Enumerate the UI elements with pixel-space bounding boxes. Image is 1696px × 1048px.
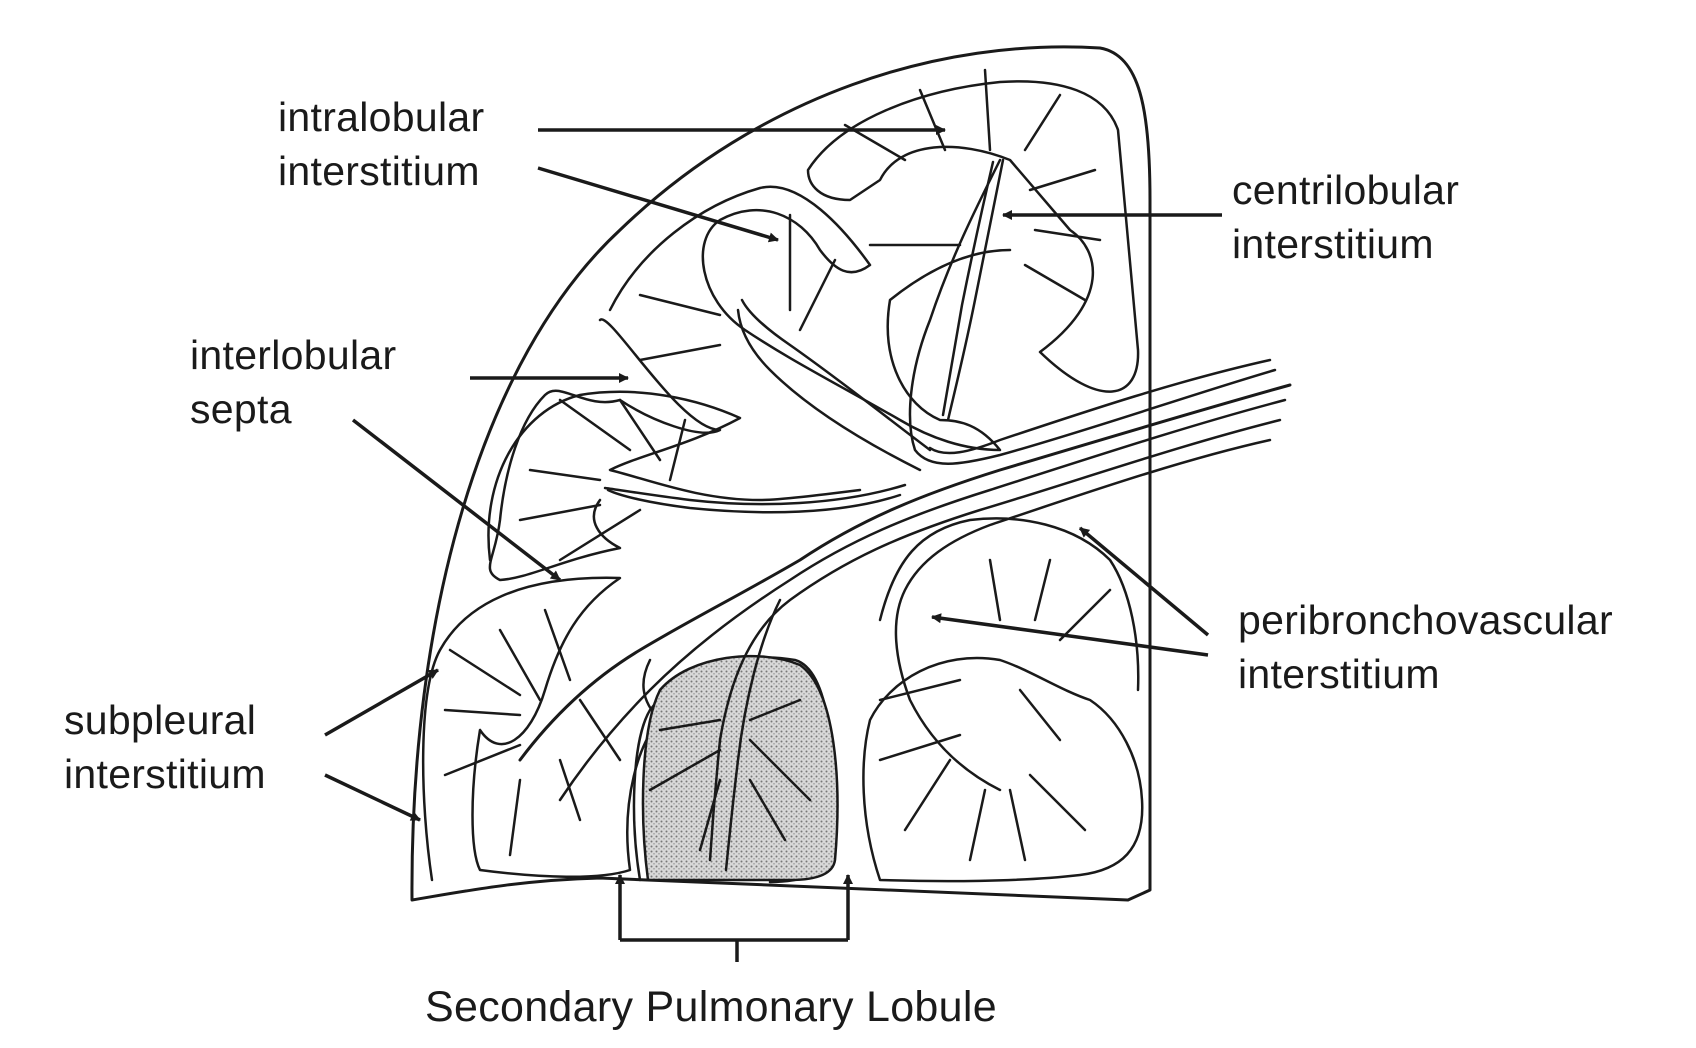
label-intralobular-line2: interstitium — [278, 148, 480, 194]
lobule-lower-right — [863, 658, 1142, 881]
label-centrilobular-line1: centrilobular — [1232, 167, 1460, 213]
label-subpleural-line2: interstitium — [64, 751, 266, 797]
label-intralobular — [278, 90, 484, 198]
lobule-top-right — [808, 81, 1138, 391]
label-peribronchovascular-line1: peribronchovascular — [1238, 597, 1613, 643]
label-subpleural-line1: subpleural — [64, 697, 257, 743]
intralobular-arrow-2 — [538, 168, 778, 240]
label-interlobular-line2: septa — [190, 386, 292, 432]
subpleural-arrow-2 — [325, 775, 420, 820]
label-subpleural — [64, 693, 266, 801]
peribronchovascular-arrow-2 — [932, 617, 1208, 655]
lobule-lower-left — [423, 578, 660, 880]
label-centrilobular-line2: interstitium — [1232, 221, 1434, 267]
interlobular-arrow-2 — [353, 420, 560, 580]
highlighted-lobule — [643, 656, 837, 880]
label-peribronchovascular-line2: interstitium — [1238, 651, 1440, 697]
label-centrilobular — [1232, 163, 1459, 271]
label-intralobular-line1: intralobular — [278, 94, 485, 140]
lobule-mid-left — [488, 392, 860, 560]
label-interlobular-line1: interlobular — [190, 332, 397, 378]
label-peribronchovascular — [1238, 593, 1613, 701]
peribronchovascular-arrow-1 — [1080, 528, 1208, 635]
figure-title: Secondary Pulmonary Lobule — [425, 983, 997, 1031]
label-interlobular — [190, 328, 396, 436]
